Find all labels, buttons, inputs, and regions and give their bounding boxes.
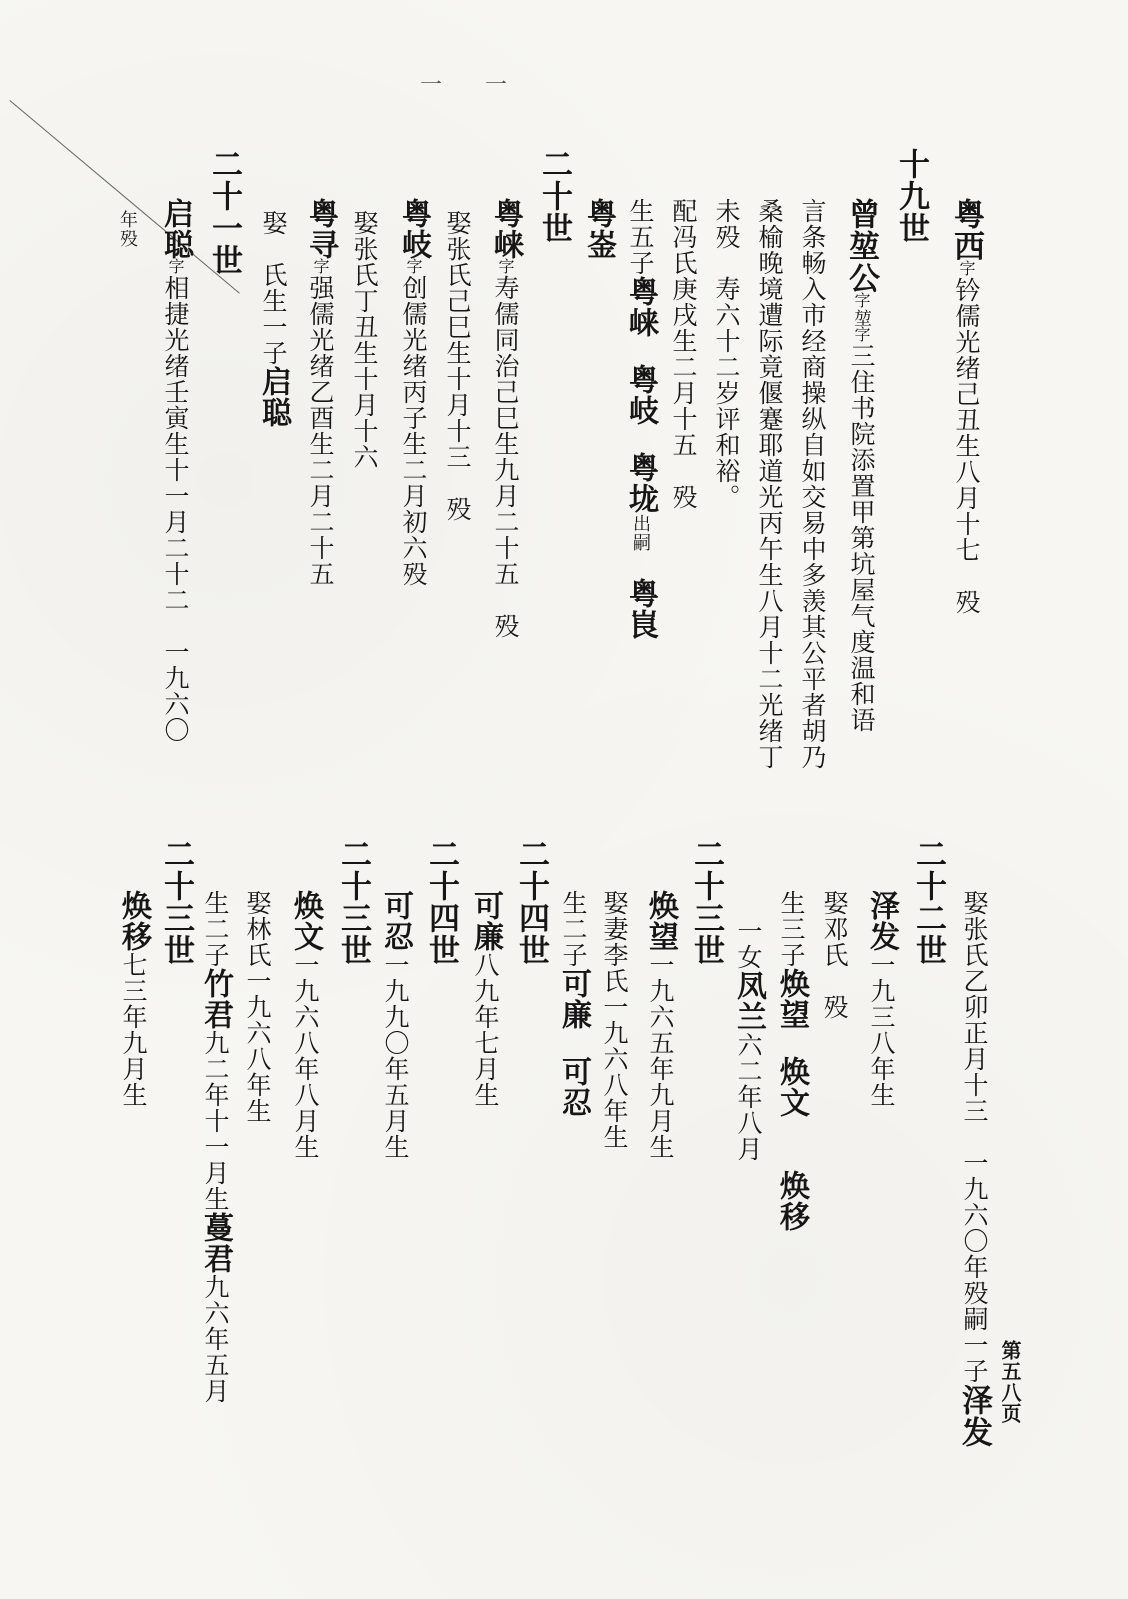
spouse-line: 娶张氏丁丑生十月十六 bbox=[350, 210, 379, 470]
person-name: 粤崃 bbox=[488, 198, 523, 260]
entry-text: 生二子 bbox=[559, 890, 588, 968]
person-name: 启聪 bbox=[158, 198, 193, 260]
generation-heading: 二十四世 bbox=[513, 838, 549, 966]
zi-mark: 字 bbox=[496, 258, 515, 275]
daughter-line bbox=[731, 918, 766, 1162]
son-name: 粤垅 bbox=[623, 452, 658, 514]
spouse-line: 娶妻李氏一九六八年生 bbox=[600, 890, 629, 1150]
son-name: 粤岐 bbox=[623, 364, 658, 426]
death-mark: 殁 bbox=[669, 484, 698, 510]
generation-heading: 二十二世 bbox=[910, 838, 946, 966]
entry-yue-qi bbox=[396, 198, 431, 587]
courtesy-name: 堃 bbox=[851, 309, 872, 328]
son-name: 蔓君 bbox=[198, 1212, 233, 1274]
entry-text: 一九六五年九月生 bbox=[646, 952, 675, 1160]
generation-heading: 二十三世 bbox=[688, 838, 724, 966]
entry-text: 九六年五月 bbox=[201, 1274, 230, 1404]
entry-text: 七三年九月生 bbox=[119, 952, 148, 1108]
spouse-line: 娶邓氏 殁 bbox=[820, 890, 849, 1020]
entry-text: 三住书院添置甲第坑屋气度温和语 bbox=[847, 343, 876, 733]
entry-yue-lai bbox=[488, 198, 523, 639]
zi-mark: 字 bbox=[852, 326, 871, 343]
son-name: 焕文 bbox=[774, 1056, 809, 1118]
biography-line: 桑榆晚境遭际竟偃蹇耶道光丙午生八月十二光绪丁 bbox=[755, 198, 784, 770]
entry-text: 配冯氏庚戌生二月十五 bbox=[669, 198, 698, 458]
person-name: 粤崟 bbox=[581, 198, 616, 260]
entry-yue-xi bbox=[948, 198, 984, 615]
entry-text: 一九六八年八月生 bbox=[291, 952, 320, 1160]
son-name: 可忍 bbox=[556, 1056, 591, 1118]
entry-text: 生五子 bbox=[626, 198, 655, 276]
entry-text: 一九三八年生 bbox=[867, 952, 896, 1108]
generation-heading: 二十四世 bbox=[423, 838, 459, 966]
entry-text: 六二年八月 bbox=[734, 1032, 763, 1162]
spouse-line bbox=[256, 210, 291, 428]
entry-text: 创儒光绪丙子生二月初六殁 bbox=[399, 275, 428, 587]
sons-line bbox=[556, 890, 591, 1118]
entry-text: 寿儒同治己巳生九月二十五 bbox=[491, 275, 520, 587]
generation-heading: 二十一世 bbox=[206, 148, 242, 276]
entry-text: 生二子 bbox=[201, 890, 230, 968]
death-mark: 殁 bbox=[491, 613, 520, 639]
son-name: 启聪 bbox=[256, 366, 291, 428]
entry-ke-lian bbox=[468, 890, 503, 1108]
page-number: 第五八页 bbox=[998, 1340, 1022, 1424]
sons-line bbox=[774, 890, 809, 1232]
biography-line: 未殁 寿六十二岁评和裕。 bbox=[712, 198, 741, 510]
entry-text: 娶张氏乙卯正月十三 一九六〇年殁嗣一子 bbox=[960, 890, 989, 1384]
zi-mark: 字 bbox=[957, 260, 976, 277]
person-name: 焕移 bbox=[116, 890, 151, 952]
zi-mark: 字 bbox=[311, 258, 330, 275]
entry-text: 一九九〇年五月生 bbox=[381, 952, 410, 1160]
person-name: 焕望 bbox=[643, 890, 678, 952]
spouse-line bbox=[956, 890, 992, 1448]
son-name: 泽发 bbox=[956, 1384, 992, 1448]
generation-heading: 二十三世 bbox=[335, 838, 371, 966]
entry-text: 生三子 bbox=[777, 890, 806, 968]
entry-text: 钤儒光绪己丑生八月十七 bbox=[952, 277, 981, 563]
sons-line bbox=[198, 890, 233, 1404]
top-mark: 一 一 bbox=[420, 73, 525, 98]
person-name: 粤西 bbox=[948, 198, 984, 262]
entry-text: 强儒光绪乙酉生二月二十五 bbox=[306, 275, 335, 587]
zi-mark: 字 bbox=[852, 292, 871, 309]
entry-text: 娶 氏生一子 bbox=[259, 210, 288, 366]
entry-yue-xun bbox=[303, 198, 338, 587]
spouse-line bbox=[671, 198, 696, 510]
person-name: 可忍 bbox=[378, 890, 413, 952]
adoption-note: 出嗣 bbox=[630, 514, 651, 552]
son-name: 竹君 bbox=[198, 968, 233, 1030]
son-name: 焕移 bbox=[774, 1170, 809, 1232]
person-name: 可廉 bbox=[468, 890, 503, 952]
biography-line: 言条畅入市经商操纵自如交易中多羡其公平者胡乃 bbox=[798, 198, 827, 770]
entry-text: 相捷光绪壬寅生十一月二十二 一九六〇 bbox=[161, 275, 190, 743]
death-year-line: 年殁 bbox=[117, 210, 138, 248]
entry-text: 八九年七月生 bbox=[471, 952, 500, 1108]
sons-line bbox=[623, 198, 658, 640]
entry-ke-ren bbox=[378, 890, 413, 1160]
spouse-line bbox=[445, 210, 470, 522]
death-mark: 殁 bbox=[952, 589, 981, 615]
person-name: 粤寻 bbox=[303, 198, 338, 260]
son-name: 粤崃 bbox=[623, 276, 658, 338]
generation-heading: 二十世 bbox=[536, 148, 572, 244]
person-name: 曾堃公 bbox=[843, 198, 879, 294]
zi-mark: 字 bbox=[404, 258, 423, 275]
generation-heading: 十九世 bbox=[893, 148, 929, 244]
entry-text: 一女 bbox=[734, 918, 763, 970]
entry-text: 九二年十一月生 bbox=[201, 1030, 230, 1212]
entry-huan-wang bbox=[643, 890, 678, 1160]
spouse-line: 娶林氏一九六八年生 bbox=[243, 890, 272, 1124]
generation-heading: 二十三世 bbox=[158, 838, 194, 966]
son-name: 粤峎 bbox=[623, 578, 658, 640]
entry-text: 娶张氏己巳生十月十三 bbox=[443, 210, 472, 470]
son-name: 焕望 bbox=[774, 968, 809, 1030]
daughter-name: 凤兰 bbox=[731, 970, 766, 1032]
zi-mark: 字 bbox=[166, 258, 185, 275]
entry-huan-yi bbox=[116, 890, 151, 1108]
entry-zeng-kun bbox=[843, 198, 879, 733]
entry-qi-cong bbox=[158, 198, 193, 743]
entry-huan-wen bbox=[288, 890, 323, 1160]
person-name: 焕文 bbox=[288, 890, 323, 952]
death-mark: 殁 bbox=[443, 496, 472, 522]
entry-ze-fa bbox=[864, 890, 899, 1108]
person-name: 粤岐 bbox=[396, 198, 431, 260]
person-name: 泽发 bbox=[864, 890, 899, 952]
son-name: 可廉 bbox=[556, 968, 591, 1030]
